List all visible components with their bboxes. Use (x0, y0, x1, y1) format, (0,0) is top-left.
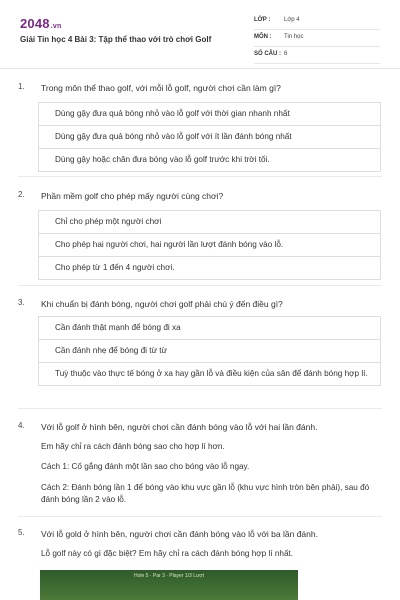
option-item[interactable]: Dùng gậy đưa quả bóng nhỏ vào lỗ golf với ít lần đánh bóng nhất (38, 126, 381, 149)
question-4 (18, 421, 382, 517)
option-item[interactable]: Cần đánh nhẹ để bóng đi từ từ (38, 340, 381, 363)
question-3 (18, 298, 382, 406)
option-item[interactable]: Dùng gậy hoặc chân đưa bóng vào lỗ golf trước khi trời tối. (38, 149, 381, 172)
option-item[interactable]: Cho phép hai người chơi, hai người lần lượt đánh bóng vào lỗ. (38, 234, 381, 257)
options-list (38, 316, 381, 386)
question-paragraph: Cách 2: Đánh bóng lần 1 để bóng vào khu vực gần lỗ (khu vực hình tròn bên phải), sau đó đánh bóng lần 2 vào lỗ. (41, 483, 370, 504)
logo-text: 2048 (20, 16, 50, 31)
logo-domain: .vn (50, 23, 62, 30)
question-number: 5. (18, 528, 25, 537)
question-paragraph: Em hãy chỉ ra cách đánh bóng sao cho hợp lí hơn. (41, 442, 225, 451)
divider (18, 516, 382, 517)
option-item[interactable]: Cần đánh thật mạnh để bóng đi xa (38, 317, 381, 340)
meta-key: MÔN : (254, 34, 272, 40)
page-header (0, 0, 400, 69)
option-item[interactable]: Cho phép từ 1 đến 4 người chơi. (38, 257, 381, 280)
question-text: Trong môn thể thao golf, với mỗi lỗ golf, người chơi cần làm gì? (41, 83, 281, 93)
divider (18, 408, 382, 409)
question-number: 2. (18, 190, 25, 199)
question-paragraph: Cách 1: Cố gắng đánh một lần sao cho bóng vào lỗ ngay. (41, 462, 250, 471)
question-number: 3. (18, 298, 25, 307)
option-item[interactable]: Chỉ cho phép một người chơi (38, 211, 381, 234)
document-title: Giải Tin học 4 Bài 3: Tập thể thao với trò chơi Golf (20, 35, 212, 44)
meta-value: Tin học (284, 34, 304, 40)
image-caption: Hole 5 · Par 3 · Player 1/3 Lượt (134, 573, 204, 579)
meta-row-subject (254, 31, 380, 47)
meta-key: LỚP : (254, 17, 271, 23)
options-list (38, 102, 381, 172)
option-item[interactable]: Dùng gậy đưa quả bóng nhỏ vào lỗ golf với thời gian nhanh nhất (38, 103, 381, 126)
divider (18, 176, 382, 177)
option-item[interactable]: Tuỳ thuộc vào thực tế bóng ở xa hay gần lỗ và điều kiện của sân để đánh bóng hợp lí. (38, 363, 381, 386)
question-number: 4. (18, 421, 25, 430)
question-text: Với lỗ golf ở hình bên, người chơi cần đánh bóng vào lỗ với hai lần đánh. (41, 422, 318, 432)
question-text: Khi chuẩn bị đánh bóng, người chơi golf phải chú ý đến điều gì? (41, 299, 283, 309)
options-list (38, 210, 381, 280)
meta-panel (254, 14, 380, 65)
question-number: 1. (18, 82, 25, 91)
question-text: Phần mềm golf cho phép mấy người cùng chơi? (41, 191, 224, 201)
meta-key: SỐ CÂU : (254, 51, 281, 57)
site-logo[interactable] (20, 16, 61, 31)
meta-row-grade (254, 14, 380, 30)
question-1 (18, 82, 382, 182)
meta-value: 6 (284, 51, 288, 57)
question-text: Với lỗ gold ở hình bên, người chơi cần đánh bóng vào lỗ với ba lần đánh. (41, 529, 318, 539)
divider (18, 285, 382, 286)
meta-value: Lớp 4 (284, 17, 300, 23)
meta-row-count (254, 48, 380, 64)
golf-course-image (40, 570, 298, 600)
question-5 (18, 528, 382, 568)
question-2 (18, 190, 382, 290)
question-paragraph: Lỗ golf này có gì đặc biệt? Em hãy chỉ ra cách đánh bóng hợp lí nhất. (41, 549, 294, 558)
